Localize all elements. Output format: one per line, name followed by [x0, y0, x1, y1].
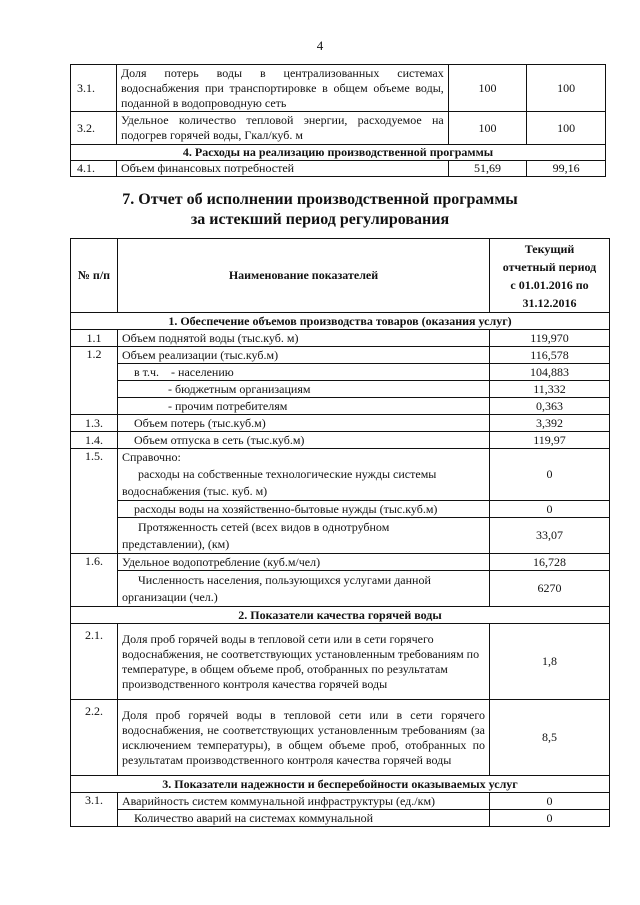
table-row: [71, 501, 610, 518]
header-number: № п/п: [71, 239, 118, 313]
indicator-name: Объем поднятой воды (тыс.куб. м): [118, 330, 490, 347]
table-row: [71, 398, 610, 415]
value-cell: 100: [527, 65, 606, 112]
row-number: 2.2.: [71, 700, 118, 776]
header-name: Наименование показателей: [118, 239, 490, 313]
table-row: [71, 330, 610, 347]
report-heading: [0, 190, 640, 230]
indicator-name: Аварийность систем коммунальной инфраструктуры (ед./км): [118, 793, 490, 810]
indicator-name: Объем отпуска в сеть (тыс.куб.м): [118, 432, 490, 449]
subitem-text: - населению: [171, 364, 234, 379]
header-period-line: с 01.01.2016 по: [510, 277, 589, 292]
indicator-name: расходы воды на хозяйственно-бытовые нужды (тыс.куб.м): [118, 501, 490, 518]
report-table: [70, 238, 610, 827]
indicator-name: [118, 364, 490, 381]
table-row: [71, 571, 610, 607]
value-cell: 8,5: [490, 700, 610, 776]
table-row: [71, 364, 610, 381]
table-row: [71, 112, 606, 145]
section-row: [71, 313, 610, 330]
reference-label: Справочно:: [122, 450, 181, 464]
table-row: [71, 65, 606, 112]
indicator-name: Удельное водопотребление (куб.м/чел): [118, 554, 490, 571]
table-row: [71, 449, 610, 501]
page-number: 4: [316, 38, 324, 53]
value-cell: 33,07: [490, 518, 610, 554]
indicator-line: водоснабжения (тыс. куб. м): [122, 484, 268, 498]
indicator-name: - бюджетным организациям: [118, 381, 490, 398]
table-row: [71, 347, 610, 364]
row-number: 3.1.: [71, 65, 117, 112]
indicator-line: представлении), (км): [122, 536, 230, 551]
value-cell: 104,883: [490, 364, 610, 381]
value-cell: 100: [448, 112, 527, 145]
indicator-line: Протяженность сетей (всех видов в однотрубном: [138, 519, 390, 534]
value-cell: 100: [448, 65, 527, 112]
table-row: [71, 415, 610, 432]
value-cell: 16,728: [490, 554, 610, 571]
row-number: 3.2.: [71, 112, 117, 145]
section-row: [71, 607, 610, 624]
table-row: [71, 624, 610, 700]
row-number: 1.5.: [71, 449, 118, 554]
value-cell: 11,332: [490, 381, 610, 398]
header-row: [71, 239, 610, 313]
previous-table-continuation: [70, 64, 606, 177]
value-cell: 119,97: [490, 432, 610, 449]
section-row: [71, 145, 606, 161]
header-period-line: Текущий: [524, 241, 575, 256]
value-cell: 99,16: [527, 161, 606, 177]
row-number: 1.2: [71, 347, 118, 415]
indicator-line: организации (чел.): [122, 589, 218, 604]
header-period-line: отчетный период: [502, 259, 597, 274]
table-row: [71, 700, 610, 776]
value-cell: 51,69: [448, 161, 527, 177]
table-row: [71, 793, 610, 810]
value-cell: 116,578: [490, 347, 610, 364]
indicator-line: расходы на собственные технологические нужды системы: [138, 467, 437, 481]
value-cell: 3,392: [490, 415, 610, 432]
table-row: [71, 432, 610, 449]
value-cell: 1,8: [490, 624, 610, 700]
value-cell: 0: [490, 449, 610, 501]
row-number: 1.1: [71, 330, 118, 347]
indicator-name: Доля потерь воды в централизованных системах водоснабжения при транспортировке в общем объеме воды, поданной в водопроводную сеть: [116, 65, 448, 112]
heading-line-2: за истекший период регулирования: [190, 211, 450, 228]
indicator-name: Объем реализации (тыс.куб.м): [118, 347, 490, 364]
table-row: [71, 554, 610, 571]
table-row: [71, 381, 610, 398]
header-period: [490, 239, 610, 313]
indicator-name: Объем потерь (тыс.куб.м): [118, 415, 490, 432]
indicator-name: Объем финансовых потребностей: [116, 161, 448, 177]
row-number: 4.1.: [71, 161, 117, 177]
heading-line-1: 7. Отчет об исполнении производственной программы: [122, 191, 518, 208]
value-cell: 0: [490, 810, 610, 827]
value-cell: 0: [490, 793, 610, 810]
table-row: [71, 518, 610, 554]
value-cell: 100: [527, 112, 606, 145]
value-cell: 6270: [490, 571, 610, 607]
value-cell: 0,363: [490, 398, 610, 415]
row-number: 1.3.: [71, 415, 118, 432]
row-number: 2.1.: [71, 624, 118, 700]
table-row: [71, 810, 610, 827]
indicator-name: Удельное количество тепловой энергии, расходуемое на подогрев горячей воды, Гкал/куб. м: [116, 112, 448, 145]
indicator-name: [118, 571, 490, 607]
subitem-prefix: в т.ч.: [134, 364, 160, 379]
header-period-line: 31.12.2016: [522, 295, 577, 310]
section-title: 3. Показатели надежности и бесперебойности оказываемых услуг: [71, 776, 610, 793]
section-title: 1. Обеспечение объемов производства товаров (оказания услуг): [71, 313, 610, 330]
indicator-name: Доля проб горячей воды в тепловой сети или в сети горячего водоснабжения, не соответствующих установленным требованиям по температуре, в общем объеме проб, отобранных по результатам производственного контроля качества горячей воды: [118, 624, 490, 700]
section-title: 4. Расходы на реализацию производственной программы: [71, 145, 606, 161]
indicator-line: Численность населения, пользующихся услугами данной: [138, 572, 431, 587]
value-cell: 0: [490, 501, 610, 518]
section-title: 2. Показатели качества горячей воды: [71, 607, 610, 624]
section-row: [71, 776, 610, 793]
indicator-name: Количество аварий на системах коммунальной: [118, 810, 490, 827]
value-cell: 119,970: [490, 330, 610, 347]
table-row: [71, 161, 606, 177]
row-number: 3.1.: [71, 793, 118, 827]
indicator-name: [118, 518, 490, 554]
indicator-name: [118, 449, 490, 501]
indicator-name: Доля проб горячей воды в тепловой сети или в сети горячего водоснабжения, не соответствующих установленным требованиям (за исключением температуры), в общем объеме проб, отобранных по результатам производственного контроля качества горячей воды: [118, 700, 490, 776]
row-number: 1.6.: [71, 554, 118, 607]
row-number: 1.4.: [71, 432, 118, 449]
indicator-name: - прочим потребителям: [118, 398, 490, 415]
